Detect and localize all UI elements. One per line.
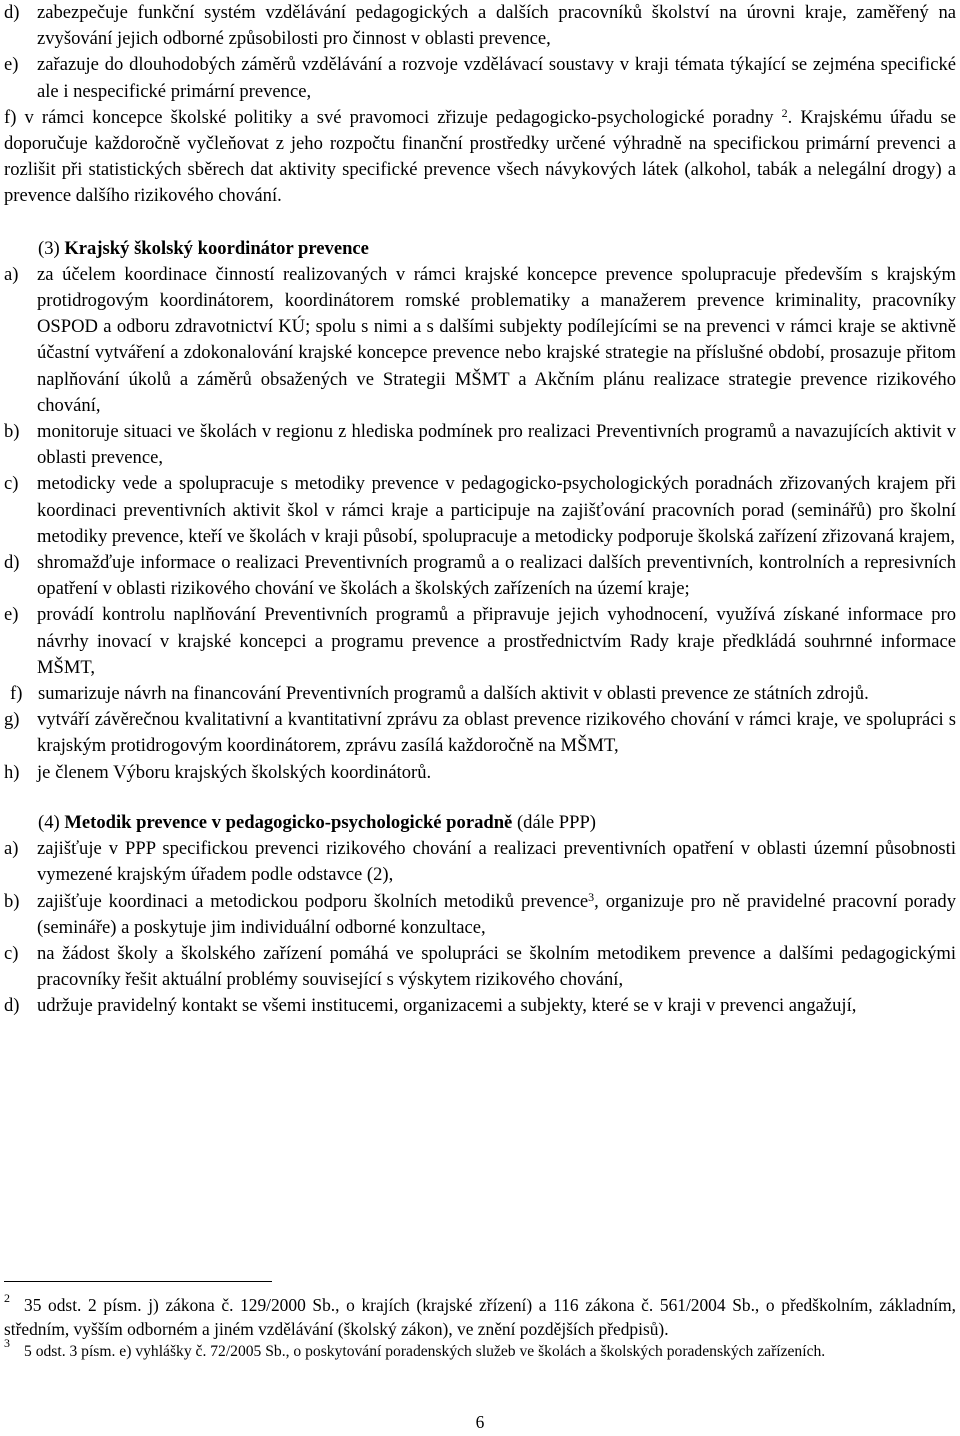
item-text: metodicky vede a spolupracuje s metodiky prevence v pedagogicko-psychologických poradnách zřizovaných krajem při koordinaci preventivních aktivit škol v rámci kraje a participuje na zajišťování pracovních porad (seminářů) pro školní metodiky prevence, kteří ve školách v kraji působí, spolupracuje a metodicky podporuje školská zařízení zřizovaná krajem, — [37, 473, 956, 547]
list-item — [4, 602, 956, 681]
list-item — [4, 471, 956, 550]
list-item — [4, 550, 956, 602]
item-label: f) — [4, 106, 17, 128]
item-label: c) — [4, 942, 19, 964]
krajsky-urad-text: . Krajskému úřadu se doporučuje každoročně vyčleňovat z jeho rozpočtu finanční prostředky určené výhradně na specifickou primární prevenci a rozlišit při statistických sběrech dat aktivity specifické prevence všech návykových látek (alkohol, tabák a nelegální drogy) a prevence dalšího rizikového chování. — [4, 106, 956, 207]
footnote-number: 3 — [4, 1336, 10, 1350]
item-label: d) — [4, 995, 20, 1017]
list-item — [4, 419, 956, 471]
item-label: g) — [4, 709, 20, 731]
footnote-2 — [4, 1293, 956, 1341]
section-3-heading: (3) Krajský školský koordinátor prevence — [38, 237, 369, 259]
footnote-ref-2: 2 — [781, 105, 788, 120]
item-label: b) — [4, 421, 20, 443]
poradny-paragraph — [4, 105, 956, 210]
item-label: b) — [4, 890, 20, 912]
item-text: sumarizuje návrh na financování Preventivních programů a dalších aktivit v oblasti prevence ze státních zdrojů. — [38, 683, 869, 705]
footnote-text: 35 odst. 2 písm. j) zákona č. 129/2000 Sb., o krajích (krajské zřízení) a 116 zákona č. 561/2004 Sb., o předškolním, základním, středním, vyšším odborném a jiném vzdělávání (školský zákon), ve znění pozdějších předpisů). — [4, 1295, 956, 1339]
footnote-number: 2 — [4, 1291, 10, 1305]
item-text: , organizuje pro ně pravidelné pracovní porady (semináře) a poskytuje jim individuální odborné konzultace, — [37, 890, 956, 938]
footnotes — [4, 1293, 956, 1363]
item-text: monitoruje situaci ve školách v regionu z hlediska podmínek pro realizaci Preventivních programů a navazujících aktivit v oblasti prevence, — [37, 421, 956, 469]
list-item — [4, 941, 956, 993]
item-label: e) — [4, 54, 19, 76]
footnote-separator — [4, 1281, 272, 1282]
item-text: shromažďuje informace o realizaci Preventivních programů a o realizaci dalších preventivních, kontrolních a represivních opatření v oblasti rizikového chování ve školách a školských zařízeních na území kraje; — [37, 552, 956, 600]
item-label: d) — [4, 2, 20, 23]
section-4-heading: (4) Metodik prevence v pedagogicko-psychologické poradně (dále PPP) — [38, 811, 596, 833]
list-item — [4, 681, 956, 707]
document-page — [4, 0, 956, 1020]
list-item — [4, 707, 956, 759]
list-item — [4, 0, 956, 52]
item-text: za účelem koordinace činností realizovaných v rámci krajské koncepce prevence spolupracuje především s krajským protidrogovým koordinátorem, koordinátorem romské problematiky a manažerem prevence kriminality, pracovníky OSPOD a odboru zdravotnictví KÚ; spolu s nimi a s dalšími subjekty podílejícími se na prevenci v rámci kraje se aktivně účastní vytváření a zdokonalování krajské koncepce prevence nebo krajské strategie na příslušné období, prosazuje přitom naplňování úkolů a záměrů obsažených ve Strategii MŠMT a Akčním plánu realizace strategie prevence rizikového chování, — [37, 263, 956, 416]
section-3-title: Krajský školský koordinátor prevence — [64, 237, 369, 259]
item-label: h) — [4, 761, 20, 783]
list-item — [4, 836, 956, 888]
list-item — [4, 52, 956, 104]
item-text: na žádost školy a školského zařízení pomáhá ve spolupráci se školním metodikem prevence a dalšími pedagogickými pracovníky řešit aktuální problémy související s výskytem rizikového chování, — [37, 942, 956, 991]
list-item — [4, 889, 956, 941]
item-text: zajišťuje v PPP specifickou prevenci rizikového chování a realizaci preventivních opatření v oblasti územní působnosti vymezené krajským úřadem podle odstavce (2), — [37, 838, 956, 886]
section-4-title: Metodik prevence v pedagogicko-psychologické poradně — [64, 811, 513, 833]
item-text: udržuje pravidelný kontakt se všemi institucemi, organizacemi a subjekty, které se v kraji v prevenci angažují, — [37, 995, 857, 1017]
item-text: zařazuje do dlouhodobých záměrů vzdělávání a rozvoje vzdělávací soustavy v kraji témata týkající se zejména specifické ale i nespecifické primární prevence, — [37, 54, 956, 102]
list-item — [4, 993, 956, 1019]
list-item — [4, 760, 956, 786]
item-label: a) — [4, 263, 19, 285]
item-label: e) — [4, 604, 19, 626]
item-label: d) — [4, 552, 20, 574]
item-label: c) — [4, 473, 19, 495]
footnote-text: 5 odst. 3 písm. e) vyhlášky č. 72/2005 Sb., o poskytování poradenských služeb ve školách a školských poradenských zařízeních. — [24, 1343, 826, 1360]
page-number: 6 — [475, 1412, 485, 1432]
item-text: provádí kontrolu naplňování Preventivních programů a připravuje jejich vyhodnocení, využívá získané informace pro návrhy inovací v krajské koncepci a programu prevence a prostřednictvím Rady kraje předkládá souhrnné informace MŠMT, — [37, 604, 956, 678]
footnote-3 — [4, 1336, 956, 1363]
item-text: vytváří závěrečnou kvalitativní a kvantitativní zprávu za oblast prevence rizikového chování v rámci kraje, ve spolupráci s krajským protidrogovým koordinátorem, zprávu zasílá každoročně na MŠMT, — [37, 709, 956, 757]
item-label: a) — [4, 838, 19, 860]
footnote-ref-3: 3 — [588, 889, 595, 904]
item-label: f) — [10, 683, 23, 705]
item-text: zabezpečuje funkční systém vzdělávání pedagogických a dalších pracovníků školství na úrovni kraje, zaměřený na zvyšování jejich odborné způsobilosti pro činnost v oblasti prevence, — [37, 2, 956, 50]
item-text: v rámci koncepce školské politiky a své pravomoci zřizuje pedagogicko-psychologické poradny — [24, 106, 774, 128]
item-text: zajišťuje koordinaci a metodickou podporu školních metodiků prevence — [37, 890, 589, 912]
list-item — [4, 262, 956, 419]
item-text: je členem Výboru krajských školských koordinátorů. — [37, 761, 432, 783]
